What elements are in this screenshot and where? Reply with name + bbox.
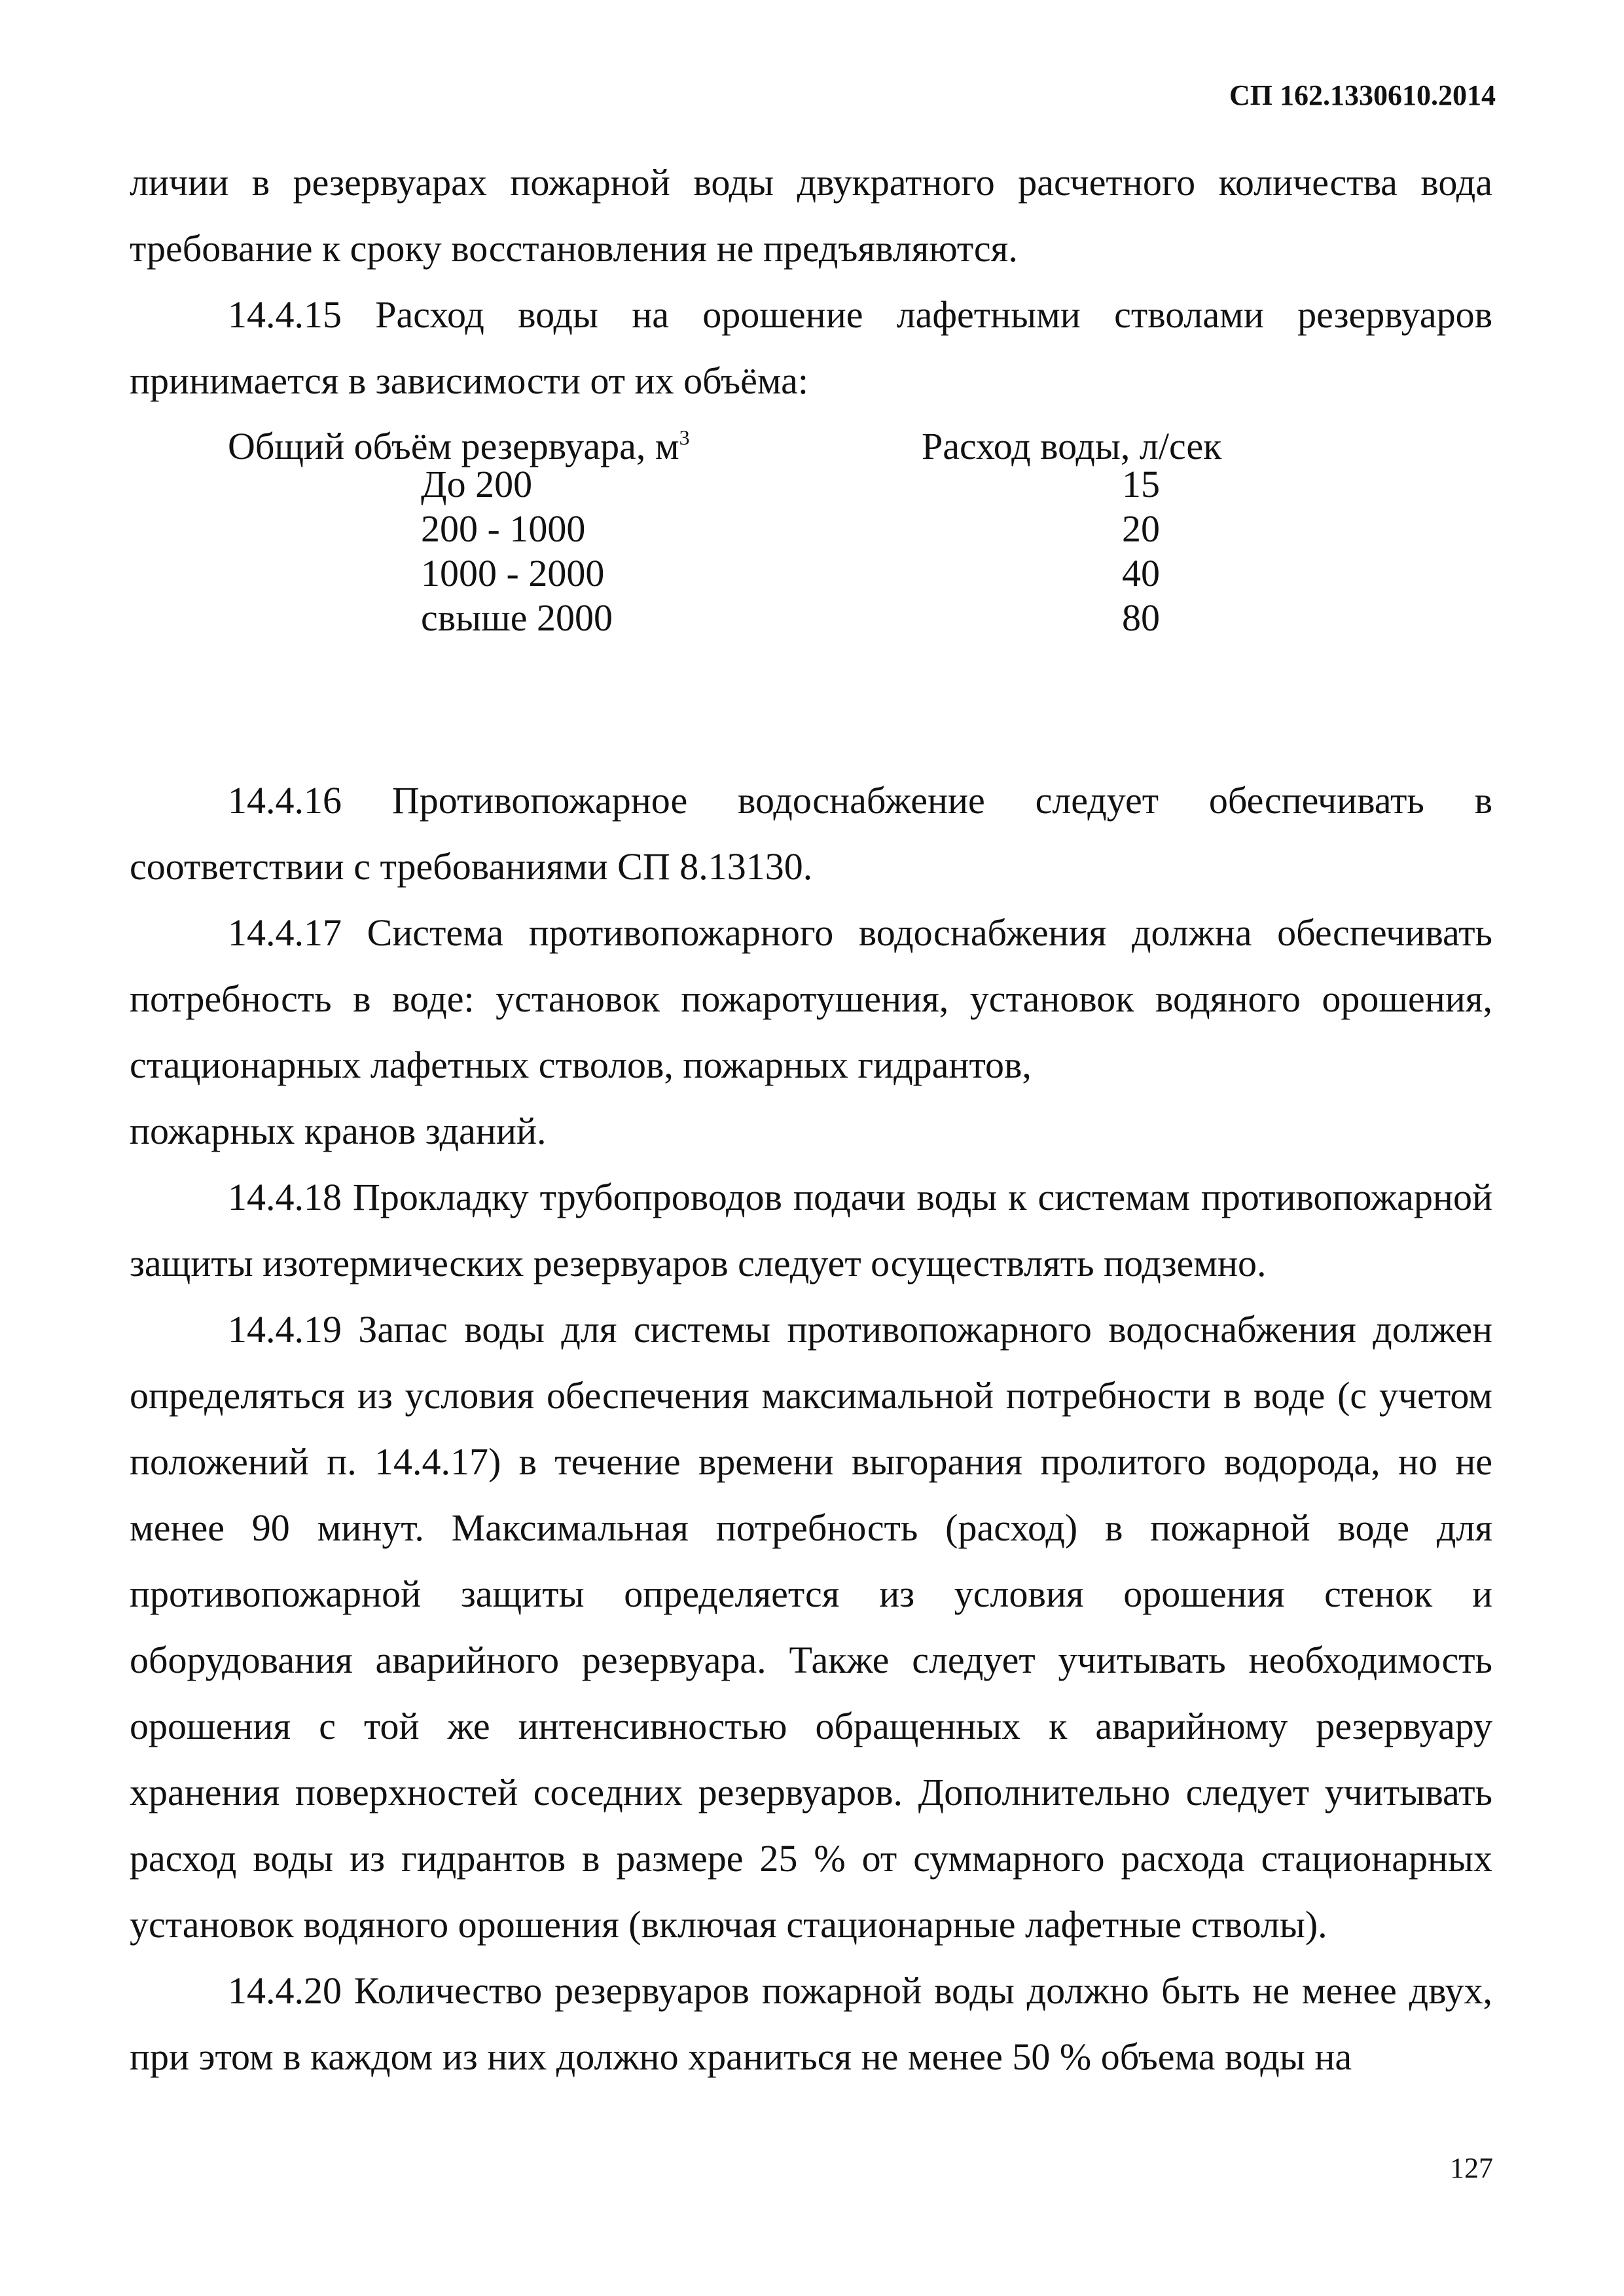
- page-body: [130, 149, 1492, 2090]
- table-cell-flow: 20: [1122, 507, 1160, 550]
- table-cell-volume: свыше 2000: [421, 596, 613, 639]
- paragraph-14-4-17-continuation: пожарных кранов зданий.: [130, 1110, 547, 1152]
- table-row: [130, 507, 1492, 551]
- table-cell-volume: 1000 - 2000: [421, 552, 605, 594]
- table-spacer: [130, 663, 1492, 767]
- paragraph-14-4-19: 14.4.19 Запас воды для системы противопожарного водоснабжения должен определяться из условия обеспечения максимальной потребности в воде (с учетом положений п. 14.4.17) в течение времени выгорания пролитого водорода, но не менее 90 минут. Максимальная потребность (расход) в пожарной воде для противопожарной защиты определяется из условия орошения стенок и оборудования аварийного резервуара. Также следует учитывать необходимость орошения с той же интенсивностью обращенных к аварийному резервуару хранения поверхностей соседних резервуаров. Дополнительно следует учитывать расход воды из гидрантов в размере 25 % от суммарного расхода стационарных установок водяного орошения (включая стационарные лафетные стволы).: [130, 1308, 1492, 1946]
- flow-rate-table: [130, 414, 1492, 663]
- table-row: [130, 596, 1492, 640]
- paragraph-14-4-18: 14.4.18 Прокладку трубопроводов подачи воды к системам противопожарной защиты изотермических резервуаров следует осуществлять подземно.: [130, 1176, 1492, 1285]
- cubic-superscript: 3: [679, 426, 690, 449]
- table-cell-flow: 40: [1122, 552, 1160, 594]
- table-cell-volume: 200 - 1000: [421, 507, 586, 550]
- table-rows: [130, 462, 1492, 640]
- paragraph-14-4-17: 14.4.17 Система противопожарного водоснабжения должна обеспечивать потребность в воде: установок пожаротушения, установок водяного орошения, стационарных лафетных стволов, пожарных гидрантов,: [130, 911, 1492, 1086]
- paragraph-continuation: личии в резервуарах пожарной воды двукратного расчетного количества вода требование к сроку восстановления не предъявляются.: [130, 161, 1492, 270]
- table-cell-flow: 80: [1122, 596, 1160, 639]
- table-row: [130, 551, 1492, 596]
- table-row: [130, 462, 1492, 507]
- paragraph-14-4-20: 14.4.20 Количество резервуаров пожарной воды должно быть не менее двух, при этом в каждом из них должно храниться не менее 50 % объема воды на: [130, 1969, 1492, 2078]
- paragraph-14-4-16: 14.4.16 Противопожарное водоснабжение следует обеспечивать в соответствии с требованиями СП 8.13130.: [130, 779, 1492, 888]
- table-header-flow: Расход воды, л/сек: [922, 425, 1222, 467]
- page-number: 127: [1450, 2152, 1493, 2184]
- table-header-volume-text: Общий объём резервуара, м: [228, 425, 679, 467]
- document-code-header: СП 162.1330610.2014: [1229, 79, 1496, 111]
- paragraph-14-4-15: 14.4.15 Расход воды на орошение лафетными стволами резервуаров принимается в зависимости от их объёма:: [130, 293, 1492, 402]
- table-cell-flow: 15: [1122, 463, 1160, 505]
- table-cell-volume: До 200: [421, 463, 533, 505]
